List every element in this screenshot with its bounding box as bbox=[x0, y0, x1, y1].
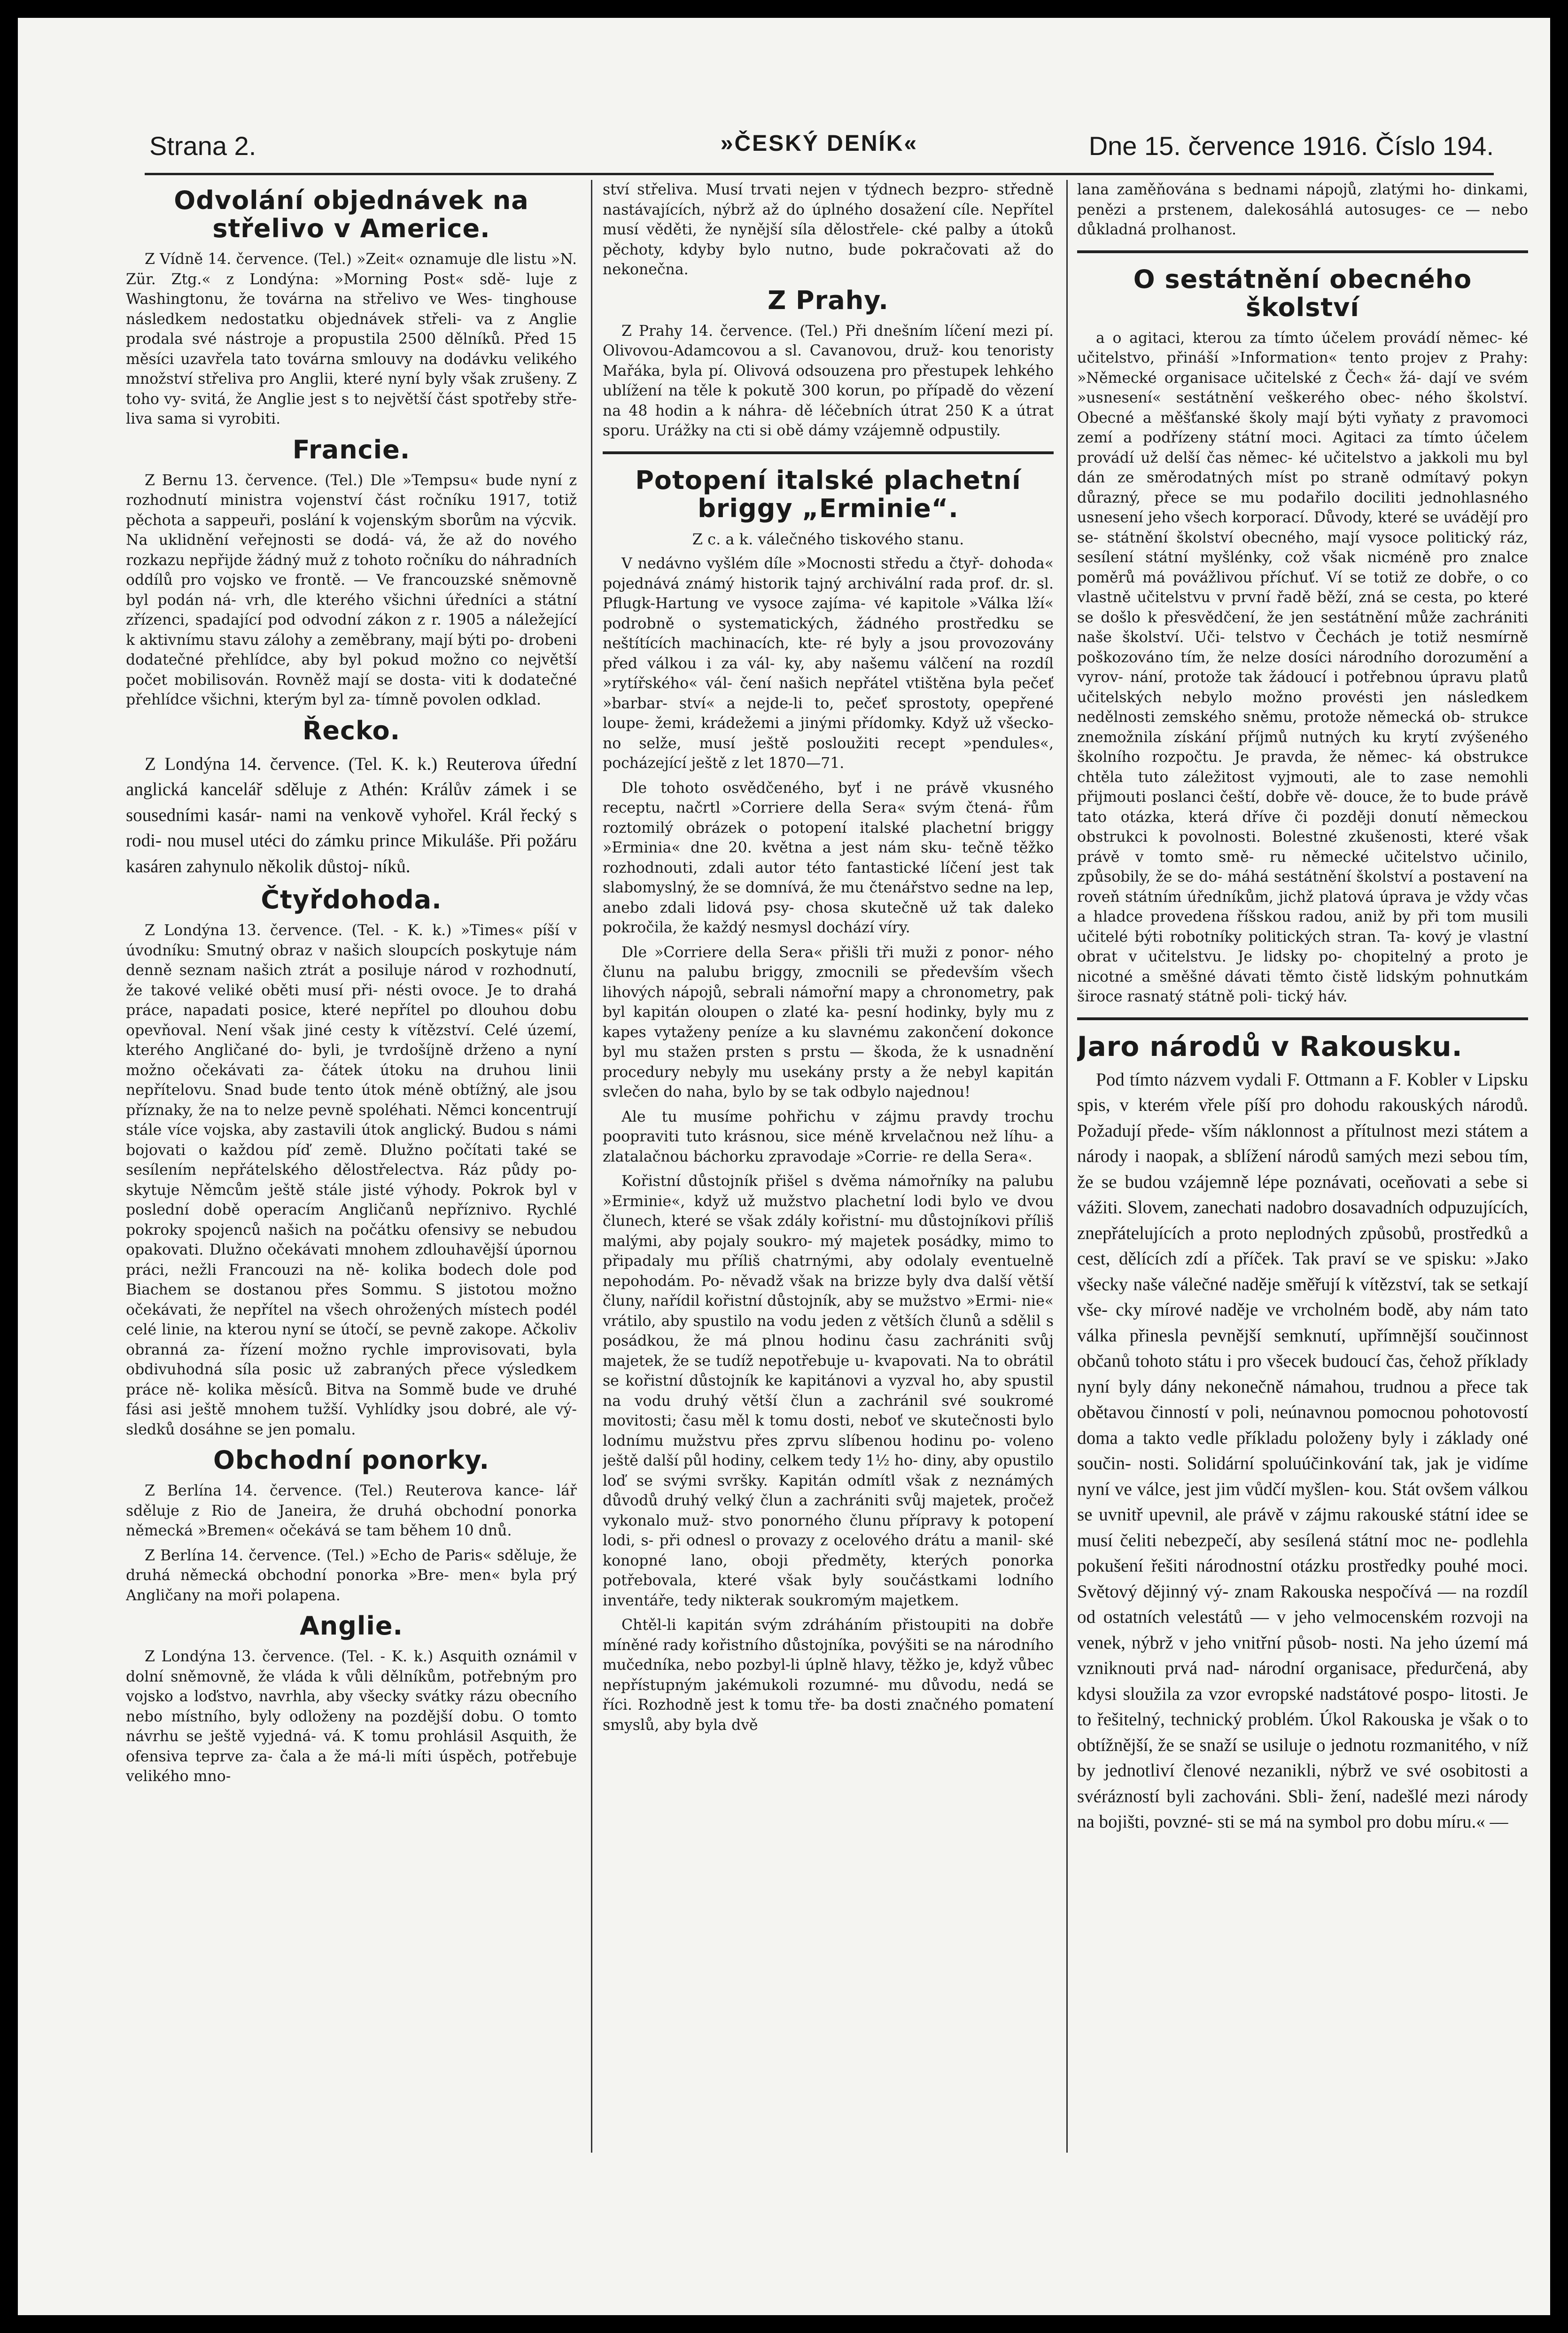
section-divider bbox=[1077, 250, 1528, 253]
article-heading: O sestátnění obecného školství bbox=[1133, 264, 1472, 322]
column-divider bbox=[591, 180, 592, 2153]
article-paragraph: Dle »Corriere della Sera« přišli tři muži z ponor- ného člunu na palubu briggy, zmocnili se především všech lihových nápojů, sebrali námořní mapy a chronometry, pak byl kapitán oloupen o zlaté ka- pesní hodinky, byly mu z kapes vytaženy peníze a ku slavnému zakončení dokonce byl mu stažen prsten s prstu — škoda, že k usnadnění procedury nebyly mu usekány prsty a že nebyl kapitán svlečen do naha, bylo by se tak odbylo najednou! bbox=[603, 944, 1054, 1101]
article-paragraph: Z Vídně 14. července. (Tel.) »Zeit« oznamuje dle listu »N. Zür. Ztg.« z Londýna: »Morning Post« sdě- luje z Washingtonu, že továrna na střelivo ve Wes- tinghouse následkem nedostatku objednávek střeli- va z Anglie prodala své nástroje a propustila 2500 dělníků. Před 15 měsíci uzavřela tato továrna smlouvy na dodávku velikého množství střeliva pro Anglii, které nyní byly však zrušeny. Z toho vy- svitá, že Anglie jest s to největší část spotřeby stře- liva sama si vyrobiti. bbox=[126, 251, 577, 427]
article-paragraph: Z Bernu 13. července. (Tel.) Dle »Tempsu« bude nyní z rozhodnutí ministra vojenství část ročníku 1917, totiž pěchota a sappeuři, poslání k vojenským sborům na výcvik. Na uklidnění veřejnosti se dodá- vá, že až do nového rozkazu nepřijde žádný muž z tohoto ročníku do náhradních oddílů pro vojsko ve frontě. — Ve francouzské sněmovně byl podán ná- vrh, dle kterého všichni úředníci a státní zřízenci, spadající pod odvodní zákon z r. 1905 a náležející k aktivnímu stavu zálohy a zeměbrany, mají býti po- drobeni dodatečné přehlídce, aby byl pokud možno co největší počet mobilisován. Rovněž mají se dosta- viti k dodatečné přehlídce všichni, kterým byl za- tímně povolen odklad. bbox=[126, 472, 577, 708]
article-paragraph: V nedávno vyšlém díle »Mocnosti středu a čtyř- dohoda« pojednává známý historik tajný archivální rada prof. dr. sl. Pflugk-Hartung ve vysoce zajíma- vé kapitole »Válka lží« podrobně o systematických, žádného prostředku se neštítících machinacích, kte- ré byly a jsou provozovány před válkou i za vál- ky, aby našemu válčení na rozdíl »rytířského« vál- čení našich nepřátel vtištěna byla pečeť »barbar- ství« a nejde-li to, pečeť sprostoty, opepřené loupe- žemi, krádežemi a jinými přídomky. Když už všecko- no selže, musí ještě posloužiti recept »pendules«, pocházející ještě z let 1870—71. bbox=[603, 555, 1054, 772]
section-divider bbox=[603, 451, 1054, 454]
article-paragraph: Z Londýna 14. července. (Tel. K. k.) Reuterova úřední anglická kancelář sděluje z Athén: Králův zámek i se sousedními kasár- nami na venkově vyhořel. Král řecký s rodi- nou musel utéci do zámku prince Mikuláše. Při požáru kasáren zahynulo několik důstoj- níků. bbox=[126, 753, 577, 876]
article-paragraph: Pod tímto názvem vydali F. Ottmann a F. Kobler v Lipsku spis, v kterém vřele píší pro dohodu rakouských národů. Požadují přede- vším náklonnost a přítulnost mezi státem a národy i naopak, a sblížení národů samých mezi sebou tím, že se budou vzájemně lépe poznávati, oceňovati a sebe si vážiti. Slovem, zanechati nadobro dosavadních odpuzujících, znepřátelujících a proto neplodných způsobů, prostředků a cest, dělících zdí a příček. Tak praví se ve spisku: »Jako všecky naše válečné naděje směřují k vítězství, tak se setkají vše- cky mírové naděje ve vrcholném bodě, aby nám tato válka přinesla pevnější semknutí, upřímnější součinnost občanů tohoto státu i pro všecek budoucí čas, čehož příklady nyní byly dány nekonečně námahou, trudnou a přece tak obětavou činností v poli, neúnavnou pomocnou pohotovostí doma a takto vedle příkladu položeny byly i základy oné součin- nosti. Solidární spoluúčinkování tak, jak je vidíme nyní ve válce, jest jim vůdčí myšlen- kou. Stát ovšem válkou se uvnitř upevnil, ale právě v zájmu rakouské státní idee se musí čeliti nebezpečí, aby sesílená státní moc ne- podlehla pokušení řešiti národnostní otázku prostředky pouhé moci. Světový dějinný vý- znam Rakouska nespočívá — na rozdíl od ostatních velestátů — v jeho velmocenském rozvoji na venek, nýbrž v jeho vnitřní působ- nosti. Na jeho území má vzniknouti prvá nad- národní organisace, předurčená, aby kdysi sloužila za vzor evropské nadstátové pospo- litosti. Je to řešitelný, technický problém. Úkol Rakouska je však o to obtížnější, že se snaží se usiluje o jednotu rozmanitého, v níž by jednotliví členové nezanikli, nýbrž ve své osobitosti a svérázností byli zachováni. Sbli- žení, nadešlé mezi národy na bojišti, povzné- sti se má na symbol pro dobu míru.« — bbox=[1077, 1069, 1528, 1832]
article-heading: Z Prahy. bbox=[768, 285, 889, 315]
article-heading: Potopení italské plachetní briggy „Erminie“. bbox=[635, 465, 1021, 523]
article-paragraph: Dle tohoto osvědčeného, byť i ne právě vkusného receptu, načrtl »Corriere della Sera« svým čtená- řům roztomilý obrázek o potopení italské plachetní briggy »Erminia« dne 20. května a jest nám sku- tečně těžko rozhodnouti, zdali autor této fantastické líčení jest tak slabomyslný, že se domnívá, že mu čtenářstvo sedne na lep, anebo zdali lidová psy- chosa skutečně už tak daleko pokročila, že každý nesmysl dochází víry. bbox=[603, 779, 1054, 936]
article-heading: Anglie. bbox=[299, 1611, 404, 1641]
article-paragraph: Z Prahy 14. července. (Tel.) Při dnešním líčení mezi pí. Olivovou-Adamcovou a sl. Cavanovou, druž- kou tenoristy Mařáka, byla pí. Olivová odsouzena pro přestupek lehkého ublížení na těle k pokutě 300 korun, po případě do vězení na 48 hodin a k náhra- dě léčebních útrat 250 K a útrat sporu. Urážky na cti si obě dámy vzájemně odpustily. bbox=[603, 322, 1054, 439]
column-2 bbox=[603, 180, 1054, 2190]
column-3 bbox=[1077, 180, 1528, 2190]
article-heading: Čtyřdohoda. bbox=[261, 885, 442, 915]
article-paragraph: Ale tu musíme pohřichu v zájmu pravdy trochu poopraviti tuto krásnou, sice méně krvelačnou než líhu- a zlatalačnou báchorku zpravodaje »Corrie- re della Sera«. bbox=[603, 1108, 1054, 1165]
article-paragraph: ství střeliva. Musí trvati nejen v týdnech bezpro- středně nastávajících, nýbrž až do úplného dosažení cíle. Nepřítel musí věděti, že nynější síla dělostřele- cké palby a útoků pěchoty, kdyby bylo nutno, bude pokračovati až do nekonečna. bbox=[603, 181, 1054, 278]
column-1 bbox=[126, 180, 577, 2190]
article-heading: Obchodní ponorky. bbox=[213, 1445, 490, 1475]
article-paragraph: a o agitaci, kterou za tímto účelem provádí němec- ké učitelstvo, přináší »Information« tento projev z Prahy: »Německé organisace učitelské z Čech« žá- dají ve svém »usnesení« sestátnění veškerého obec- ného školství. Obecné a měšťanské školy mají býti vyňaty z pravomoci zemí a podřízeny státní moci. Agitaci za tímto účelem provádí už delší čas němec- ké učitelstvo a jakkoli mu byl dán ze směrodatných míst po straně odmítavý pokyn důrazný, přece se mu podařilo dociliti jednohlasného usnesení jeho všech korporací. Důvody, které se uvádějí pro se- státnění školství obecného, mají vysoce politický ráz, sesílení státní myšlénky, což však nicméně pro znalce poměrů má povážlivou příchuť. Ví se totiž ze dobře, o co vlastně učitelstvu v první řadě běží, zná se cesta, po které se došlo k přesvědčení, že jen sestátnění může zachrániti naše školství. Uči- telstvo v Čechách je totiž nesmírně poškozováno tím, že nelze dosíci národního dorozumění a vyrov- nání, protože tak žádoucí i potřebnou úpravu platů učitelských nebylo možno provésti jen následkem nedělnosti zemského sněmu, protože německá ob- strukce znemožnila získání příjmů nutných ku krytí zvýšeného školního rozpočtu. Je pravda, že němec- ká obstrukce chtěla tuto záležitost vyjmouti, ale to zase nemohli přijmouti poslanci čeští, dobře vě- douce, že to bude právě tato otázka, která dříve či později donutí německou obstrukci k povolnosti. Bolestné zkušenosti, které však právě v tomto smě- ru německé učitelstvo učinilo, způsobily, že se do- máhá sestátnění školství a postavení na roveň státním úředníkům, jichž platová úprava je vždy včas a hladce provedena říšskou radou, aniž by při tom musili učitelé býti robotníky politických stran. Ta- kový je vlastní obrat v učitelstvu. Je lidsky po- chopitelný a proto je nicotné a směšné dávati těmto čistě lidským pohnutkám široce rasnatý státně poli- tický háv. bbox=[1077, 329, 1528, 1005]
article-paragraph: Z Berlína 14. července. (Tel.) Reuterova kance- lář sděluje z Rio de Janeira, že druhá obchodní ponorka německá »Bremen« očekává se tam během 10 dnů. bbox=[126, 1482, 577, 1539]
page-number: Strana 2. bbox=[149, 131, 256, 161]
article-heading: Jaro národů v Rakousku. bbox=[1077, 1030, 1463, 1062]
masthead bbox=[145, 121, 1494, 175]
article-paragraph: lana zaměňována s bednami nápojů, zlatými ho- dinkami, penězi a prstenem, dalekosáhlá autosuges- ce — nebo důkladná prolhanost. bbox=[1077, 181, 1528, 238]
article-paragraph: Z Berlína 14. července. (Tel.) »Echo de Paris« sděluje, že druhá německá obchodní ponorka »Bre- men« byla prý Angličany na moři polapena. bbox=[126, 1547, 577, 1604]
article-paragraph: Chtěl-li kapitán svým zdráháním přistoupiti na dobře míněné rady kořistního důstojníka, povýšiti se na národního mučedníka, nebo pozbyl-li úplně hlavy, těžko je, když vůbec nepřístupným jakémukoli rozumné- mu důvodu, nedá se říci. Rozhodně jest k tomu tře- ba dosti značného pomatení smyslů, aby byla dvě bbox=[603, 1617, 1054, 1734]
article-credit: Z c. a k. válečného tiskového stanu. bbox=[692, 530, 964, 548]
article-paragraph: Kořistní důstojník přišel s dvěma námořníky na palubu »Erminie«, když už mužstvo plachetní lodi bylo ve dvou člunech, které se však zdály kořistní- mu důstojníkovi příliš malými, aby pojaly soukro- mý majetek posádky, mimo to připadaly mu příliš chatrnými, aby odolaly eventuelně nepohodám. Po- něvadž však na brizze byly dva další větší čluny, nařídil kořistní důstojník, aby se mužstvo »Ermi- nie« vrátilo, aby spustilo na vodu jeden z větších člunů a sdělil s posádkou, že má plnou hodinu času zachrániti svůj majetek, že se tudíž nepotřebuje u- kvapovati. Na to obrátil se kořistní důstojník ke kapitánovi a vyzval ho, aby spustil na vodu druhý větší člun a zachránil své soukromé movitosti; času měl k tomu dosti, neboť ve skutečnosti bylo lodnímu mužstvu přes zprvu slíbenou hodinu po- voleno ještě další půl hodiny, celkem tedy 1½ ho- diny, aby opustilo loď se svými svršky. Kapitán odmítl však z neznámých důvodů druhý velký člun a zachrániti svůj majetek, pročež vykonalo muž- stvo ponorného člunu přípravy k potopení lodi, s- při odnesl o provazy z ocelového drátu a manil- ské konopné lano, oboji předměty, kterých ponorka potřebovala, které však byly součástkami lodního inventáře, tedy nikterak soukromým majetkem. bbox=[603, 1173, 1054, 1609]
article-paragraph: Z Londýna 13. července. (Tel. - K. k.) »Times« píší v úvodníku: Smutný obraz v našich sloupcích poskytuje nám denně seznam našich ztrát a posiluje národ v rozhodnutí, že takové veliké oběti musí při- nésti ovoce. Je to drahá práce, napadati posice, které nepřítel po dlouhou dobu opevňoval. Není však jiné cesty k vítězství. Celé území, kterého Angličané do- byli, je tvrdošíjně drženo a nyní možno očekávati za- čátek útoku na druhou linii nepřítelovu. Snad bude tento útok méně obtížný, ale jsou příznaky, že na to nelze pevně spoléhati. Němci koncentrují stále více vojska, aby zastavili útok anglický. Budou s námi bojovati o každou píď země. Dlužno počítati také se sesílením nepřátelského dělostřelectva. Ráz půdy po- skytuje Němcům ještě stále jisté výhody. Pokrok byl v poslední době operacím Angličanů nepříznivo. Rychlé pokroky spojenců našich na počátku ofensivy se nebudou opakovati. Dlužno očekávati mnohem zdlouhavější úpornou práci, nežli Francouzi na ně- kolika bodech dole pod Biachem se dostanou přes Sommu. S jistotou možno očekávati, že nepřítel na všech ohrožených místech podél celé linie, na kterou nyní se útočí, se pevně zakope. Ačkoliv obranná za- řízení možno rychle improvisovati, byla obdivuhodná síla posic už zabraných přece výsledkem práce ně- kolika měsíců. Bitva na Sommě bude ve druhé fási asi ještě mnohem tužší. Vyhlídky jsou dobré, ale vý- sledků dosáhne se jen pomalu. bbox=[126, 922, 577, 1438]
section-divider bbox=[1077, 1017, 1528, 1020]
date-and-issue: Dne 15. července 1916. Číslo 194. bbox=[1088, 131, 1494, 161]
article-paragraph: Z Londýna 13. července. (Tel. - K. k.) Asquith oznámil v dolní sněmovně, že vláda k vůli dělníkům, potřebným pro vojsko a loďstvo, navrhla, aby všecky svátky rázu obecního nebo místního, byly odloženy na pozdější dobu. O tomto návrhu se ještě vyjedná- vá. K tomu prohlásil Asquith, že ofensiva teprve za- čala a že má-li míti úspěch, potřebuje velikého mno- bbox=[126, 1648, 577, 1785]
newspaper-title: »ČESKÝ DENÍK« bbox=[720, 131, 918, 156]
article-heading: Francie. bbox=[292, 434, 411, 465]
article-heading: Řecko. bbox=[302, 715, 401, 745]
column-divider bbox=[1066, 180, 1068, 2153]
article-heading: Odvolání objednávek na střelivo v Americe. bbox=[174, 186, 529, 243]
newspaper-page bbox=[18, 18, 1550, 2315]
